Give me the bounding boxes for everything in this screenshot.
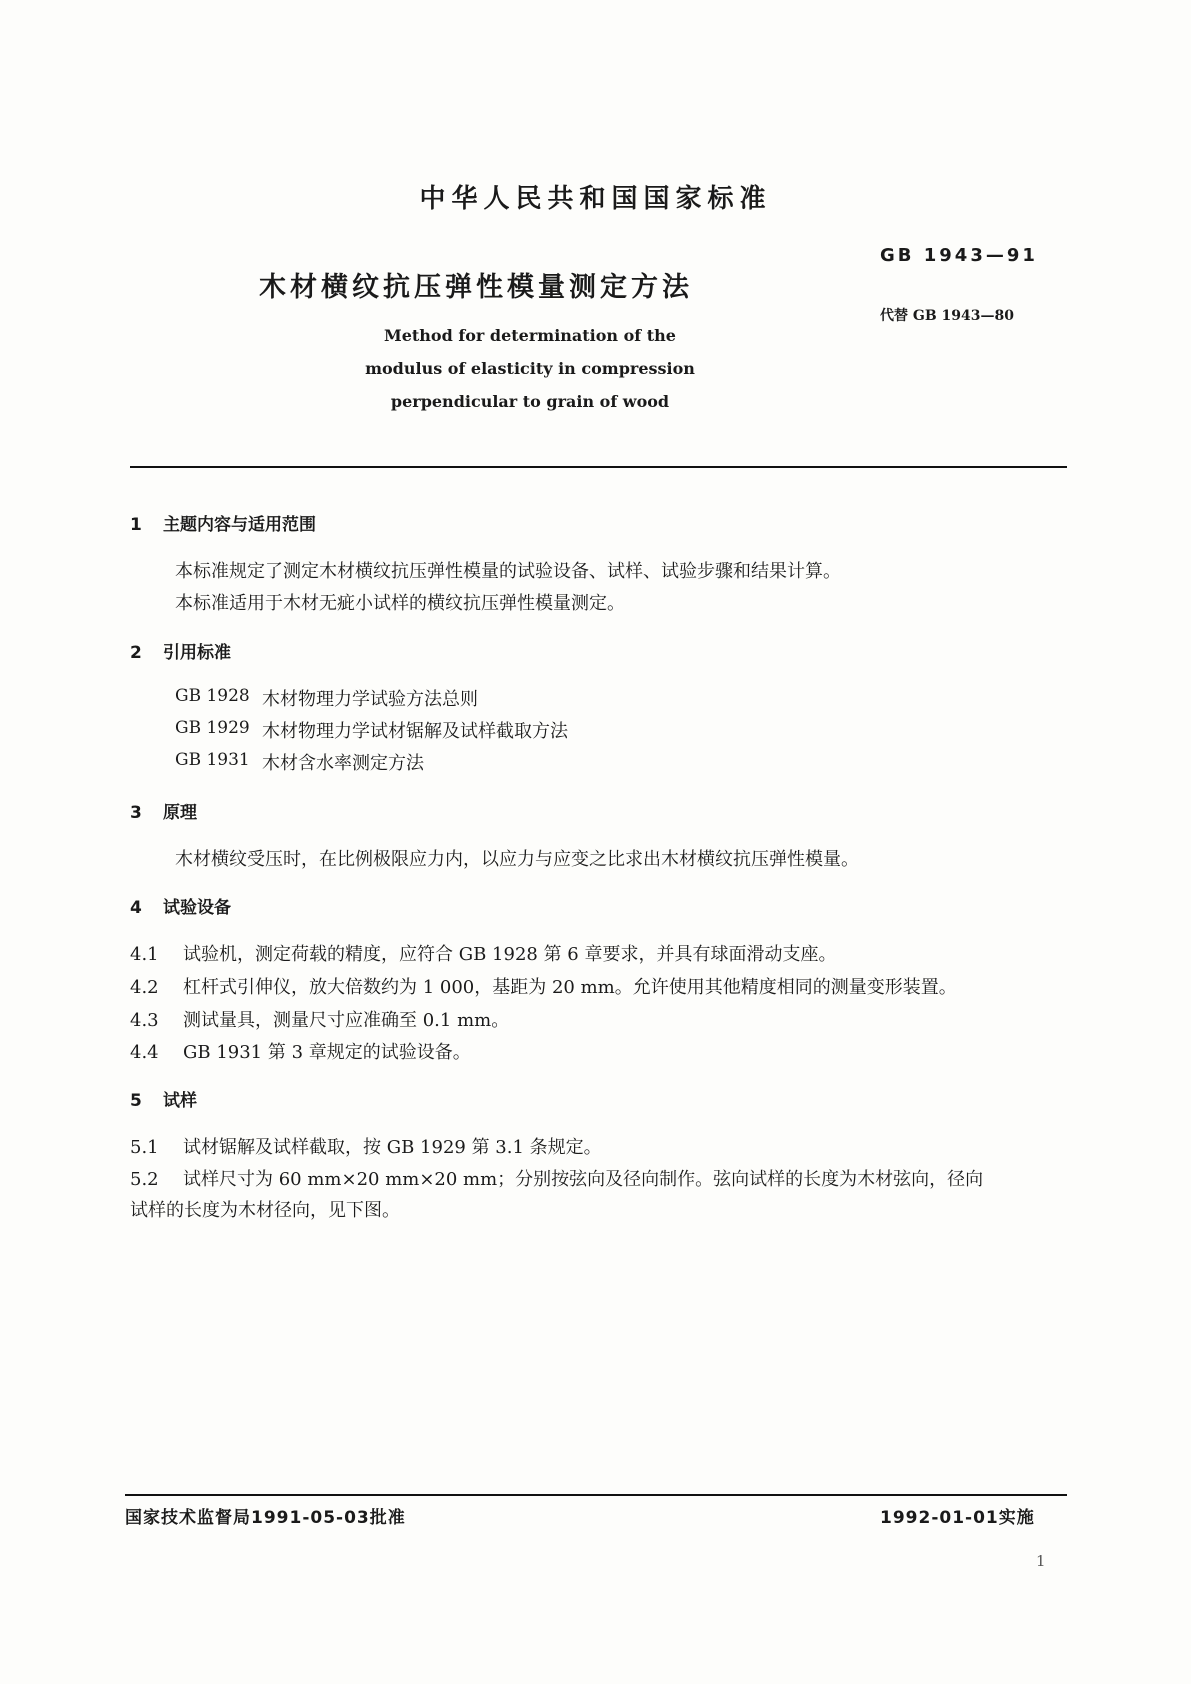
- clause-text: 测试量具，测量尺寸应准确至 0.1 mm。: [183, 1010, 510, 1031]
- section-heading: [130, 893, 231, 918]
- effective-date: 1992-01-01实施: [880, 1508, 1035, 1528]
- clause-text: 试材锯解及试样截取，按 GB 1929 第 3.1 条规定。: [183, 1137, 602, 1158]
- replaces-note: 代替 GB 1943—80: [880, 308, 1014, 324]
- section-number: 5: [130, 1091, 142, 1111]
- paragraph: 本标准规定了测定木材横纹抗压弹性模量的试验设备、试样、试验步骤和结果计算。: [175, 561, 841, 582]
- page-number: 1: [1036, 1552, 1046, 1570]
- clause-text: 杠杆式引伸仪，放大倍数约为 1 000，基距为 20 mm。允许使用其他精度相同的测量变形装置。: [183, 977, 957, 998]
- clause-item: [130, 1006, 509, 1032]
- national-standard-title: 中华人民共和国国家标准: [419, 184, 772, 214]
- standard-number: GB 1943—91: [880, 245, 1038, 266]
- english-title-line: modulus of elasticity in compression: [365, 359, 695, 378]
- section-heading: [130, 638, 231, 663]
- clause-number: 4.1: [130, 944, 159, 965]
- clause-number: 5.2: [130, 1169, 159, 1190]
- clause-item: [130, 1133, 602, 1159]
- reference-code: GB 1928: [175, 686, 250, 706]
- section-title: 试验设备: [163, 898, 231, 918]
- clause-text: GB 1931 第 3 章规定的试验设备。: [183, 1042, 471, 1063]
- clause-number: 5.1: [130, 1137, 159, 1158]
- section-title: 主题内容与适用范围: [163, 515, 316, 535]
- clause-item: [130, 1038, 471, 1064]
- section-number: 2: [130, 643, 142, 663]
- section-title: 引用标准: [163, 643, 231, 663]
- english-title-line: perpendicular to grain of wood: [390, 392, 670, 411]
- clause-item: [130, 973, 957, 999]
- clause-number: 4.3: [130, 1010, 159, 1031]
- section-number: 4: [130, 898, 142, 918]
- section-title: 原理: [163, 803, 197, 823]
- section-heading: [130, 510, 316, 535]
- reference-title: 木材含水率测定方法: [262, 753, 424, 774]
- clause-item: [130, 940, 836, 966]
- section-title: 试样: [163, 1091, 197, 1111]
- section-number: 1: [130, 515, 142, 535]
- section-heading: [130, 798, 197, 823]
- reference-title: 木材物理力学试验方法总则: [262, 689, 478, 710]
- clause-number: 4.4: [130, 1042, 159, 1063]
- document-title: 木材横纹抗压弹性模量测定方法: [259, 272, 693, 303]
- english-title-line: Method for determination of the: [384, 326, 676, 345]
- clause-item: [130, 1165, 983, 1191]
- reference-code: GB 1931: [175, 750, 250, 770]
- clause-continuation: 试样的长度为木材径向，见下图。: [130, 1200, 400, 1221]
- clause-number: 4.2: [130, 977, 159, 998]
- clause-text: 试验机，测定荷载的精度，应符合 GB 1928 第 6 章要求，并具有球面滑动支座。: [183, 944, 837, 965]
- paragraph: 本标准适用于木材无疵小试样的横纹抗压弹性模量测定。: [175, 593, 625, 614]
- reference-title: 木材物理力学试材锯解及试样截取方法: [262, 721, 568, 742]
- clause-text: 试样尺寸为 60 mm×20 mm×20 mm；分别按弦向及径向制作。弦向试样的长度为木材弦向，径向: [183, 1169, 984, 1190]
- approval-note: 国家技术监督局1991-05-03批准: [125, 1508, 406, 1528]
- paragraph: 木材横纹受压时，在比例极限应力内，以应力与应变之比求出木材横纹抗压弹性模量。: [175, 849, 859, 870]
- section-number: 3: [130, 803, 142, 823]
- header-divider: [130, 466, 1067, 468]
- reference-code: GB 1929: [175, 718, 250, 738]
- footer-divider: [125, 1494, 1067, 1496]
- section-heading: [130, 1086, 197, 1111]
